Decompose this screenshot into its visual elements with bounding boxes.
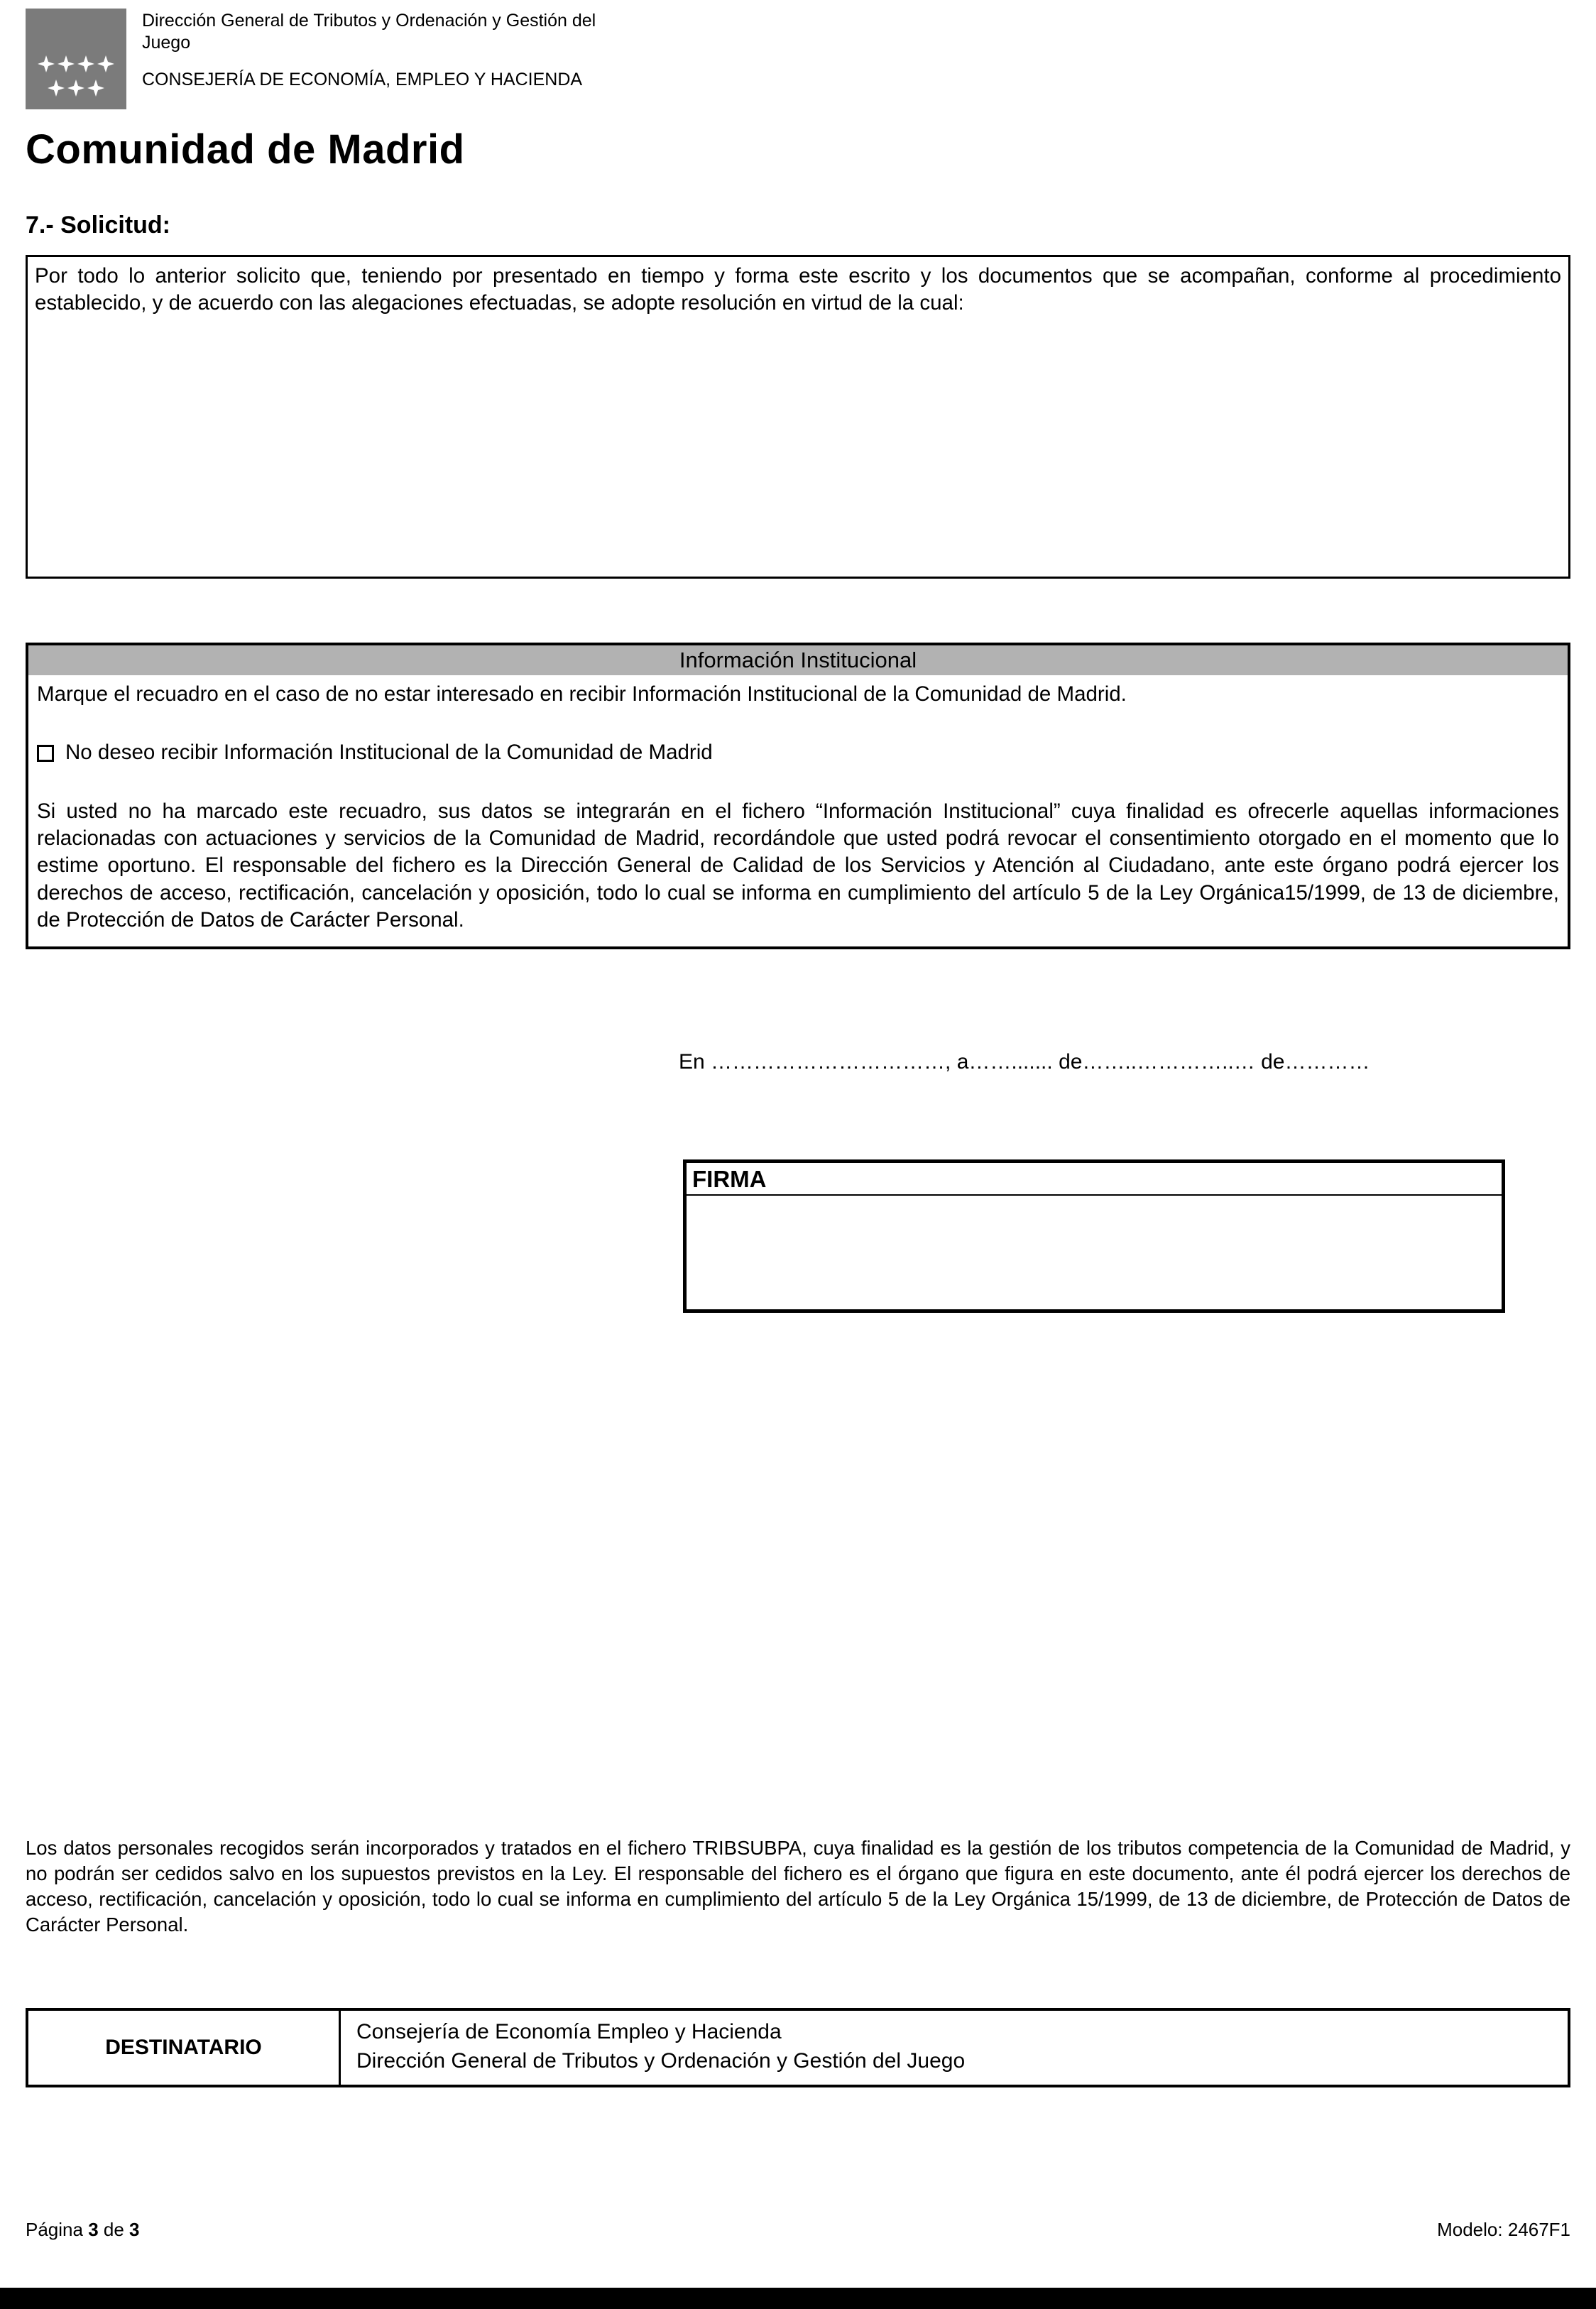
madrid-flag-stars-icon <box>36 53 116 99</box>
solicitud-text: Por todo lo anterior solicito que, teniendo por presentado en tiempo y forma este escrito y los documentos que se acompañan, conforme al procedimiento establecido, y de acuerdo con las alegaciones efectuadas, se adopte resolución en virtud de la cual: <box>35 264 1561 315</box>
org-name: Dirección General de Tributos y Ordenación y Gestión del Juego <box>142 11 596 53</box>
institutional-info-body <box>28 675 1568 946</box>
no-info-checkbox-label: No deseo recibir Información Institucional de la Comunidad de Madrid <box>65 741 713 765</box>
institutional-info-title-bar <box>28 645 1568 675</box>
department-name: CONSEJERÍA DE ECONOMÍA, EMPLEO Y HACIENDA <box>142 70 583 89</box>
date-fill-line: En ……………………………, a……....... de……..…………..… de………… <box>679 1050 1370 1074</box>
page-footer <box>26 2219 1570 2241</box>
page-bottom-bar <box>0 2288 1596 2309</box>
destinatario-line1: Consejería de Economía Empleo y Hacienda <box>356 2020 782 2044</box>
destinatario-value <box>341 2011 971 2085</box>
header-org-block <box>142 9 596 91</box>
signature-box <box>683 1159 1505 1313</box>
institutional-instruction: Marque el recuadro en el caso de no estar interesado en recibir Información Institucional de la Comunidad de Madrid. <box>37 682 1127 706</box>
data-protection-notice: Los datos personales recogidos serán incorporados y tratados en el fichero TRIBSUBPA, cuya finalidad es la gestión de los tributos competencia de la Comunidad de Madrid, y no podrán ser cedidos salvo en los supuestos previstos en la Ley. El responsable del fichero es el órgano que figura en este documento, ante él podrá ejercer los derechos de acceso, rectificación, cancelación y oposición, todo lo cual se informa en cumplimiento del artículo 5 de la Ley Orgánica 15/1999, de 13 de diciembre, de Protección de Datos de Carácter Personal. <box>26 1837 1570 1936</box>
institutional-paragraph: Si usted no ha marcado este recuadro, sus datos se integrarán en el fichero “Información Institucional” cuya finalidad es ofrecerle aquellas informaciones relacionadas con actuaciones y servicios de la Comunidad de Madrid, recordándole que usted podrá revocar el consentimiento otorgado en el momento que lo estime oportuno. El responsable del fichero es la Dirección General de Calidad de los Servicios y Atención al Ciudadano, ante este órgano podrá ejercer los derechos de acceso, rectificación, cancelación y oposición, todo lo cual se informa en cumplimiento del artículo 5 de la Ley Orgánica15/1999, de 13 de diciembre, de Protección de Datos de Carácter Personal. <box>37 799 1559 932</box>
signature-label: FIRMA <box>687 1163 1502 1196</box>
document-header <box>26 0 1570 109</box>
institutional-info-box <box>26 643 1570 949</box>
destinatario-label: DESTINATARIO <box>28 2011 341 2085</box>
destinatario-table <box>26 2008 1570 2087</box>
destinatario-line2: Dirección General de Tributos y Ordenación y Gestión del Juego <box>356 2048 966 2073</box>
model-number: Modelo: 2467F1 <box>1437 2219 1570 2240</box>
no-info-checkbox-row[interactable] <box>37 739 1559 766</box>
no-info-checkbox[interactable] <box>37 745 54 762</box>
institutional-info-title: Información Institucional <box>679 648 917 672</box>
page-number: Página 3 de 3 <box>26 2219 140 2240</box>
madrid-flag-logo <box>26 9 126 109</box>
brand-title: Comunidad de Madrid <box>26 126 465 173</box>
section-7-heading: 7.- Solicitud: <box>26 212 170 239</box>
solicitud-box <box>26 255 1570 579</box>
